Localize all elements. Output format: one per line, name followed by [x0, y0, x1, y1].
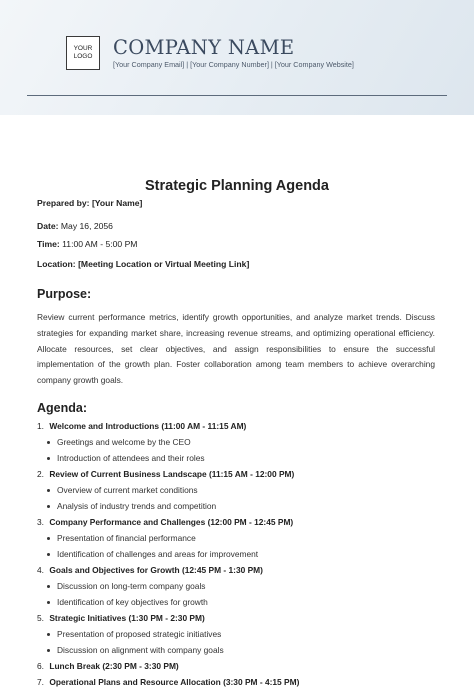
- agenda-item: [37, 514, 447, 562]
- agenda-sub-item: [37, 450, 447, 466]
- agenda-sub-item-text: Discussion on alignment with company goals: [57, 645, 224, 655]
- date-line: [37, 221, 113, 231]
- agenda-item-text: Strategic Initiatives (1:30 PM - 2:30 PM): [47, 613, 205, 623]
- agenda-item-number: 1.: [37, 421, 44, 431]
- agenda-item-number: 2.: [37, 469, 44, 479]
- time-value: 11:00 AM - 5:00 PM: [62, 239, 138, 249]
- bullet-icon: [47, 649, 50, 652]
- purpose-heading: Purpose:: [37, 287, 92, 301]
- bullet-icon: [47, 441, 50, 444]
- agenda-item-number: 4.: [37, 565, 44, 575]
- agenda-sub-item: [37, 530, 447, 546]
- agenda-sub-item: [37, 546, 447, 562]
- logo-text: YOUR LOGO: [73, 45, 93, 60]
- bullet-icon: [47, 553, 50, 556]
- agenda-sub-item: [37, 594, 447, 610]
- bullet-icon: [47, 457, 50, 460]
- purpose-paragraph: Review current performance metrics, identify growth opportunities, and analyze market trends. Discuss strategies for expanding market share, increasing revenue streams, and optimizing operational efficiency. Allocate resources, set clear objectives, and assign responsibilities to ensure the successful implementation of the growth plan. Foster collaboration among team members to achieve overarching company growth goals.: [37, 312, 435, 386]
- agenda-sub-item-text: Identification of key objectives for growth: [57, 597, 208, 607]
- agenda-item-title: [37, 610, 447, 626]
- agenda-sub-item-text: Introduction of attendees and their roles: [57, 453, 205, 463]
- agenda-item: [37, 466, 447, 514]
- agenda-sub-item-text: Overview of current market conditions: [57, 485, 198, 495]
- header-divider: [27, 95, 447, 96]
- location-label: Location:: [37, 259, 76, 269]
- agenda-item-number: 6.: [37, 661, 44, 671]
- agenda-sub-item: [37, 626, 447, 642]
- bullet-icon: [47, 505, 50, 508]
- date-label: Date:: [37, 221, 59, 231]
- agenda-item-text: Review of Current Business Landscape (11:15 AM - 12:00 PM): [47, 469, 295, 479]
- agenda-sub-item-text: Discussion on long-term company goals: [57, 581, 206, 591]
- time-label: Time:: [37, 239, 60, 249]
- agenda-item: [37, 674, 447, 690]
- agenda-item-title: [37, 658, 447, 674]
- agenda-sub-item: [37, 642, 447, 658]
- document-header: [0, 0, 474, 115]
- agenda-item-number: 5.: [37, 613, 44, 623]
- prepared-by-value: [Your Name]: [91, 198, 143, 208]
- bullet-icon: [47, 601, 50, 604]
- agenda-list: [37, 418, 447, 690]
- logo-placeholder: [66, 36, 100, 70]
- prepared-by-label: Prepared by:: [37, 198, 90, 208]
- company-name: COMPANY NAME: [113, 36, 295, 59]
- bullet-icon: [47, 489, 50, 492]
- agenda-sub-item: [37, 578, 447, 594]
- agenda-item-text: Company Performance and Challenges (12:00 PM - 12:45 PM): [47, 517, 294, 527]
- agenda-item-title: [37, 562, 447, 578]
- bullet-icon: [47, 633, 50, 636]
- agenda-sub-item-text: Identification of challenges and areas for improvement: [57, 549, 259, 559]
- date-value: May 16, 2056: [60, 221, 113, 231]
- bullet-icon: [47, 537, 50, 540]
- agenda-item-title: [37, 418, 447, 434]
- location-line: [37, 259, 249, 269]
- agenda-sub-item-text: Greetings and welcome by the CEO: [57, 437, 191, 447]
- location-value: [Meeting Location or Virtual Meeting Link]: [78, 259, 250, 269]
- agenda-item-text: Lunch Break (2:30 PM - 3:30 PM): [47, 661, 179, 671]
- agenda-sub-item-text: Presentation of financial performance: [57, 533, 196, 543]
- agenda-sub-item-text: Analysis of industry trends and competition: [57, 501, 217, 511]
- document-title: Strategic Planning Agenda: [145, 178, 329, 194]
- agenda-sub-item: [37, 498, 447, 514]
- agenda-item: [37, 658, 447, 674]
- agenda-sub-item-text: Presentation of proposed strategic initiatives: [57, 629, 222, 639]
- agenda-item: [37, 418, 447, 466]
- time-line: [37, 239, 137, 249]
- agenda-heading: Agenda:: [37, 401, 87, 415]
- agenda-item: [37, 562, 447, 610]
- agenda-item-number: 3.: [37, 517, 44, 527]
- agenda-item-text: Goals and Objectives for Growth (12:45 PM - 1:30 PM): [47, 565, 263, 575]
- company-contacts: [Your Company Email] | [Your Company Number] | [Your Company Website]: [113, 60, 354, 69]
- prepared-by-line: [37, 198, 142, 208]
- agenda-item-text: Welcome and Introductions (11:00 AM - 11:15 AM): [47, 421, 247, 431]
- agenda-item-title: [37, 466, 447, 482]
- agenda-sub-item: [37, 434, 447, 450]
- bullet-icon: [47, 585, 50, 588]
- agenda-item-text: Operational Plans and Resource Allocation (3:30 PM - 4:15 PM): [47, 677, 300, 687]
- agenda-item-title: [37, 674, 447, 690]
- agenda-item: [37, 610, 447, 658]
- agenda-item-title: [37, 514, 447, 530]
- agenda-sub-item: [37, 482, 447, 498]
- agenda-item-number: 7.: [37, 677, 44, 687]
